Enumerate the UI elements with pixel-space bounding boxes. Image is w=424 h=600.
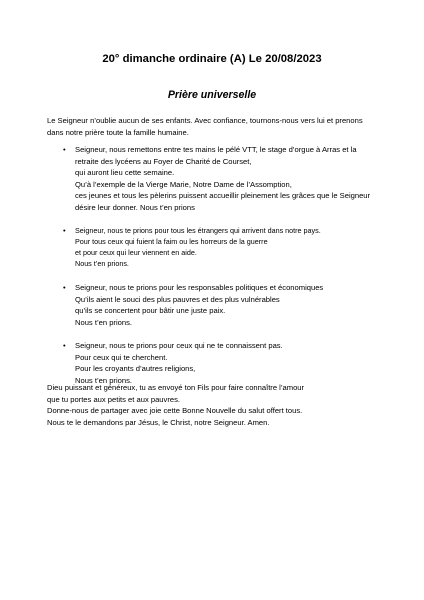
page-subtitle: Prière universelle <box>167 89 257 101</box>
petition-line: Seigneur, nous te prions pour ceux qui ne te connaissent pas. <box>75 341 283 350</box>
petition-line: retraite des lycéens au Foyer de Charité de Courset, <box>75 156 252 166</box>
petition-line: Pour les croyants d’autres religions, <box>75 364 196 373</box>
intro-paragraph <box>47 115 363 138</box>
petition-line: qui auront lieu cette semaine. <box>75 168 175 177</box>
petition-line: Pour ceux qui te cherchent. <box>75 352 168 362</box>
bullet-icon: • <box>63 283 66 292</box>
petition-line: Qu’à l’exemple de la Vierge Marie, Notre Dame de l’Assomption, <box>75 179 292 189</box>
closing-line: Dieu puissant et généreux, tu as envoyé ton Fils pour faire connaître l’amour <box>47 383 305 392</box>
petition-line: Nous t’en prions. <box>75 375 132 385</box>
closing-line: Nous te le demandons par Jésus, le Christ, notre Seigneur. Amen. <box>47 417 270 427</box>
petition-line: qu’ils se concertent pour bâtir une juste paix. <box>75 306 226 315</box>
page-title: 20° dimanche ordinaire (A) Le 20/08/2023 <box>102 53 322 65</box>
bullet-icon: • <box>63 226 66 235</box>
petition-line: et pour ceux qui leur viennent en aide. <box>75 248 197 257</box>
petition-item <box>63 340 283 386</box>
intro-line: dans notre prière toute la famille humaine. <box>47 127 189 137</box>
closing-line: que tu portes aux petits et aux pauvres. <box>47 394 180 404</box>
bullet-icon: • <box>63 341 66 350</box>
petition-line: Seigneur, nous remettons entre tes mains le pélé VTT, le stage d’orgue à Arras et la <box>75 145 357 154</box>
petition-line: ces jeunes et tous les pèlerins puissent accueillir pleinement les grâces que le Seigneur <box>75 191 371 200</box>
petition-line: Pour tous ceux qui fuient la faim ou les horreurs de la guerre <box>75 237 268 246</box>
petition-item <box>63 282 323 328</box>
petition-line: Nous t’en prions. <box>75 317 132 327</box>
closing-line: Donne-nous de partager avec joie cette Bonne Nouvelle du salut offert tous. <box>47 406 303 415</box>
petition-line: Seigneur, nous te prions pour les responsables politiques et économiques <box>75 283 324 292</box>
petition-line: désire leur donner. Nous t’en prions <box>75 202 195 212</box>
closing-prayer <box>47 382 304 428</box>
petition-line: Seigneur, nous te prions pour tous les étrangers qui arrivent dans notre pays. <box>75 226 321 235</box>
bullet-icon: • <box>63 145 66 154</box>
petition-line: Qu’ils aient le souci des plus pauvres et des plus vulnérables <box>75 294 280 304</box>
petition-line: Nous t’en prions. <box>75 259 129 268</box>
petition-item <box>63 144 370 213</box>
intro-line: Le Seigneur n’oublie aucun de ses enfants. Avec confiance, tournons-nous vers lui et prenons <box>47 116 363 125</box>
petition-item <box>63 225 321 269</box>
